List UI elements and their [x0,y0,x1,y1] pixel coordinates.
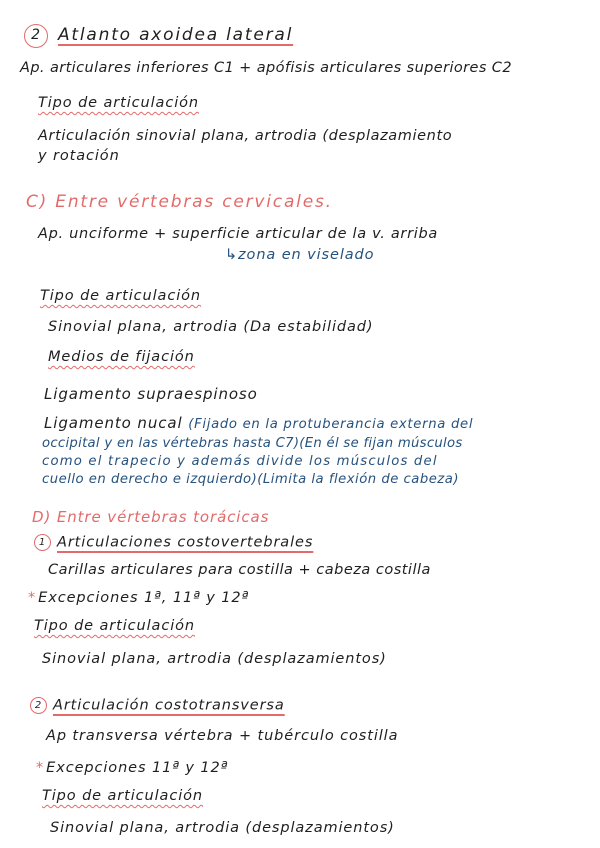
bevel-zone-note: ↳zona en viselado [225,247,375,263]
exceptions-text-1: Excepciones 1ª, 11ª y 12ª [38,590,250,606]
section-2-title: Atlanto axoidea lateral [58,25,294,45]
nuchal-note-4: cuello en derecho e izquierdo)(Limita la flexión de cabeza) [42,472,459,487]
nuchal-ligament-label: Ligamento nucal [44,414,183,432]
joint-type-label-1: Tipo de articulación [38,95,200,111]
exceptions-line-1 [28,590,249,606]
section-c-heading: C) Entre vértebras cervicales. [26,192,333,212]
joint-type-label-2: Tipo de articulación [40,288,202,304]
supraspinous-ligament: Ligamento supraespinoso [44,385,258,403]
joint-type-value-1a: Articulación sinovial plana, artrodia (desplazamiento [38,128,453,144]
articular-facets-text: Carillas articulares para costilla + cabeza costilla [48,562,431,578]
nuchal-note-2: occipital y en las vértebras hasta C7)(En él se fijan músculos [42,436,463,451]
nuchal-ligament-line [44,414,473,432]
section-2-heading [24,24,293,48]
asterisk-icon: * [28,590,37,606]
fixation-means-label: Medios de fijación [48,349,195,365]
exceptions-line-2 [36,760,228,776]
subsection-1-heading [34,534,313,551]
joint-type-label-3: Tipo de articulación [34,618,196,634]
subsection-number-badge: 2 [30,697,47,714]
subsection-2-heading [30,697,285,714]
subsection-2-title: Articulación costotransversa [53,697,285,714]
asterisk-icon: * [36,760,45,776]
transverse-process-text: Ap transversa vértebra + tubérculo costilla [46,728,399,744]
joint-type-label-4: Tipo de articulación [42,788,204,804]
section-number-badge: 2 [24,24,48,48]
nuchal-note-3: como el trapecio y además divide los músculos del [42,454,438,469]
subsection-number-badge: 1 [34,534,51,551]
nuchal-note-1: (Fijado en la protuberancia externa del [188,417,474,432]
articular-processes-text: Ap. articulares inferiores C1 + apófisis articulares superiores C2 [20,60,512,76]
subsection-1-title: Articulaciones costovertebrales [57,534,314,551]
joint-type-value-4: Sinovial plana, artrodia (desplazamientos) [50,820,395,836]
section-d-heading: D) Entre vértebras torácicas [32,508,270,526]
joint-type-value-1b: y rotación [38,148,120,164]
joint-type-value-2: Sinovial plana, artrodia (Da estabilidad) [48,319,374,335]
exceptions-text-2: Excepciones 11ª y 12ª [46,760,229,776]
uncinate-process-text: Ap. unciforme + superficie articular de la v. arriba [38,226,438,242]
joint-type-value-3: Sinovial plana, artrodia (desplazamientos) [42,651,387,667]
